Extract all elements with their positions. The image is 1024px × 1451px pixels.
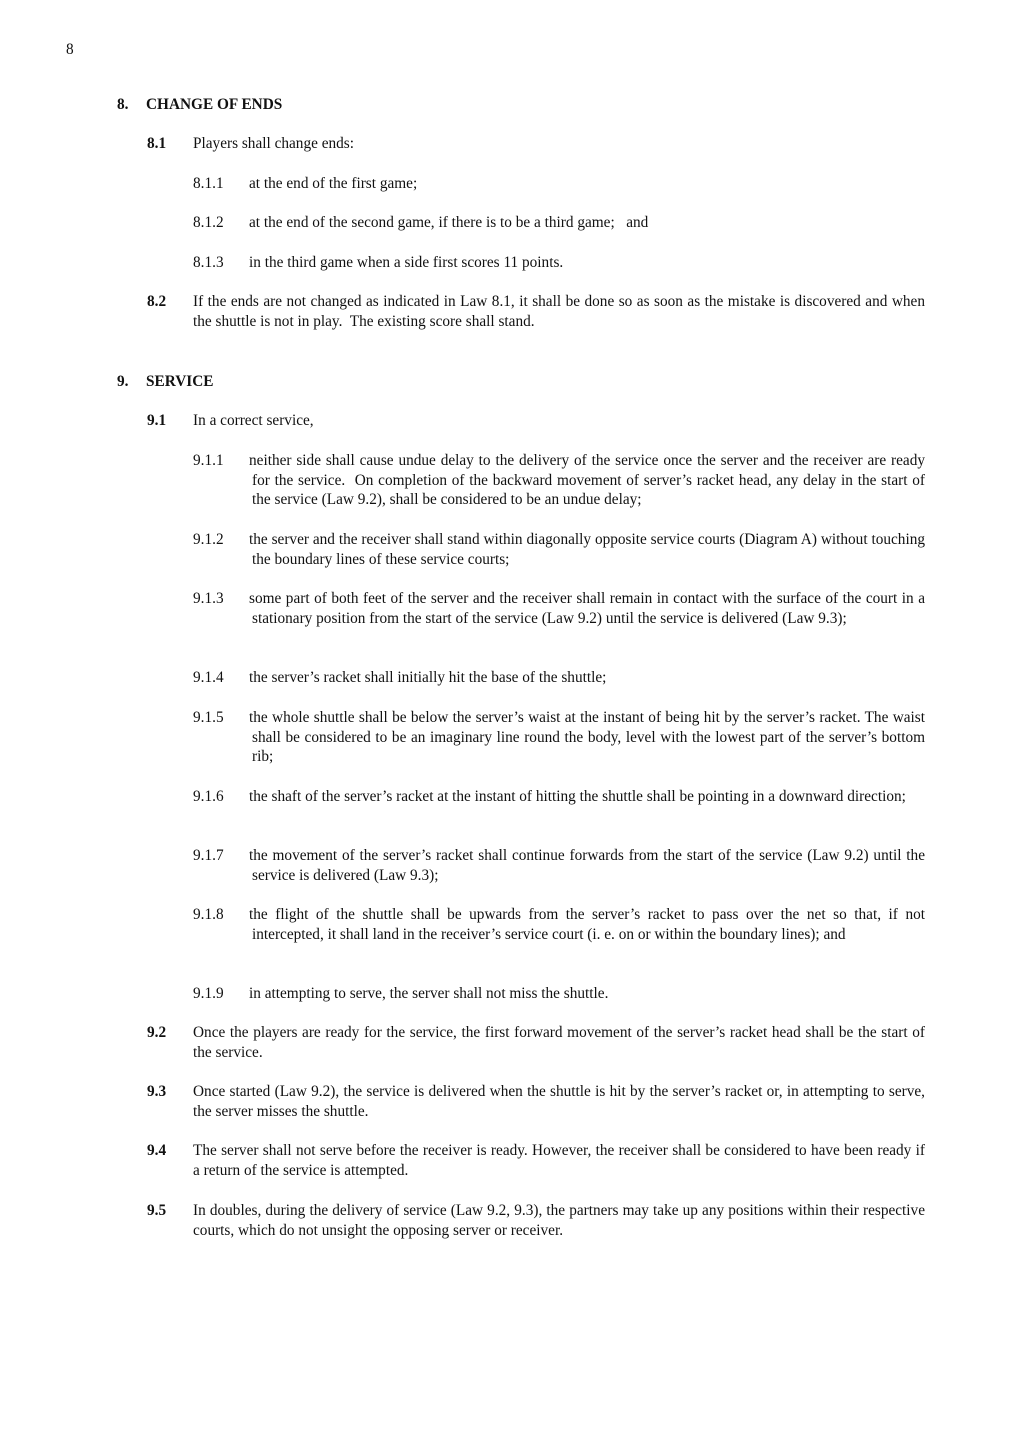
subparagraph-number: 8.1.2	[193, 214, 224, 231]
subparagraph-text: neither side shall cause undue delay to the delivery of the service once the server and the receiver are ready for the service. On completion of the backward movement of server’s racket head, any delay in the start of the service (Law 9.2), shall be considered to be an undue delay;	[249, 452, 925, 508]
paragraph-number: 9.4	[147, 1142, 167, 1159]
law-paragraph-8-2	[147, 292, 925, 331]
paragraph-number: 8.2	[147, 293, 167, 310]
paragraph-text: If the ends are not changed as indicated in Law 8.1, it shall be done so as soon as the mistake is discovered and when the shuttle is not in play. The existing score shall stand.	[193, 293, 925, 330]
law-subparagraph-9-1-8	[193, 905, 925, 944]
law-subparagraph-9-1-2	[193, 530, 925, 569]
subparagraph-text: the whole shuttle shall be below the server’s waist at the instant of being hit by the server’s racket. The waist shall be considered to be an imaginary line round the body, level with the lowest part of the server’s bottom rib;	[249, 709, 925, 765]
subparagraph-number: 9.1.2	[193, 531, 224, 548]
subparagraph-text: in attempting to serve, the server shall not miss the shuttle.	[249, 985, 609, 1002]
law-subparagraph-9-1-7	[193, 846, 925, 885]
law-subparagraph-8-1-1	[193, 174, 925, 194]
law-subparagraph-9-1-4	[193, 668, 925, 688]
paragraph-text: In doubles, during the delivery of service (Law 9.2, 9.3), the partners may take up any positions within their respective courts, which do not unsight the opposing server or receiver.	[193, 1202, 925, 1239]
law-subparagraph-9-1-1	[193, 451, 925, 510]
section-heading-service	[117, 372, 213, 392]
subparagraph-text: at the end of the second game, if there is to be a third game; and	[249, 214, 649, 231]
page-number: 8	[66, 41, 74, 58]
law-subparagraph-9-1-6	[193, 787, 925, 807]
subparagraph-text: in the third game when a side first scores 11 points.	[249, 254, 564, 271]
section-title: CHANGE OF ENDS	[146, 96, 283, 113]
section-number: 9.	[117, 373, 129, 390]
paragraph-text: Once started (Law 9.2), the service is delivered when the shuttle is hit by the server’s racket or, in attempting to serve, the server misses the shuttle.	[193, 1083, 925, 1120]
section-number: 8.	[117, 96, 129, 113]
subparagraph-number: 8.1.3	[193, 254, 224, 271]
subparagraph-text: the server and the receiver shall stand within diagonally opposite service courts (Diagram A) without touching the boundary lines of these service courts;	[249, 531, 925, 568]
subparagraph-text: the movement of the server’s racket shall continue forwards from the start of the service (Law 9.2) until the service is delivered (Law 9.3);	[249, 847, 925, 884]
subparagraph-text: at the end of the first game;	[249, 175, 418, 192]
subparagraph-number: 9.1.8	[193, 906, 224, 923]
subparagraph-number: 8.1.1	[193, 175, 224, 192]
law-paragraph-9-2	[147, 1023, 925, 1062]
subparagraph-number: 9.1.9	[193, 985, 224, 1002]
law-subparagraph-9-1-9	[193, 984, 925, 1004]
law-subparagraph-8-1-2	[193, 213, 925, 233]
law-subparagraph-9-1-3	[193, 589, 925, 628]
subparagraph-number: 9.1.5	[193, 709, 224, 726]
law-paragraph-9-4	[147, 1141, 925, 1180]
law-subparagraph-9-1-5	[193, 708, 925, 767]
paragraph-text: In a correct service,	[193, 412, 314, 429]
law-paragraph-8-1	[147, 134, 925, 154]
subparagraph-number: 9.1.7	[193, 847, 224, 864]
subparagraph-number: 9.1.3	[193, 590, 224, 607]
law-paragraph-9-1	[147, 411, 925, 431]
section-heading-change-of-ends	[117, 95, 282, 115]
paragraph-number: 9.5	[147, 1202, 167, 1219]
paragraph-text: Once the players are ready for the service, the first forward movement of the server’s racket head shall be the start of the service.	[193, 1024, 925, 1061]
paragraph-number: 9.3	[147, 1083, 167, 1100]
paragraph-number: 8.1	[147, 135, 167, 152]
subparagraph-text: the flight of the shuttle shall be upwards from the server’s racket to pass over the net so that, if not intercepted, it shall land in the receiver’s service court (i. e. on or within the boundary lines); and	[249, 906, 925, 943]
subparagraph-number: 9.1.6	[193, 788, 224, 805]
law-subparagraph-8-1-3	[193, 253, 925, 273]
paragraph-text: Players shall change ends:	[193, 135, 354, 152]
subparagraph-text: the server’s racket shall initially hit the base of the shuttle;	[249, 669, 607, 686]
paragraph-number: 9.2	[147, 1024, 167, 1041]
paragraph-text: The server shall not serve before the receiver is ready. However, the receiver shall be considered to have been ready if a return of the service is attempted.	[193, 1142, 925, 1179]
subparagraph-number: 9.1.1	[193, 452, 224, 469]
paragraph-number: 9.1	[147, 412, 167, 429]
section-title: SERVICE	[146, 373, 214, 390]
subparagraph-text: some part of both feet of the server and the receiver shall remain in contact with the surface of the court in a stationary position from the start of the service (Law 9.2) until the service is delivered (Law 9.3);	[249, 590, 925, 627]
subparagraph-text: the shaft of the server’s racket at the instant of hitting the shuttle shall be pointing in a downward direction;	[249, 788, 906, 805]
law-paragraph-9-5	[147, 1201, 925, 1240]
law-paragraph-9-3	[147, 1082, 925, 1121]
subparagraph-number: 9.1.4	[193, 669, 224, 686]
